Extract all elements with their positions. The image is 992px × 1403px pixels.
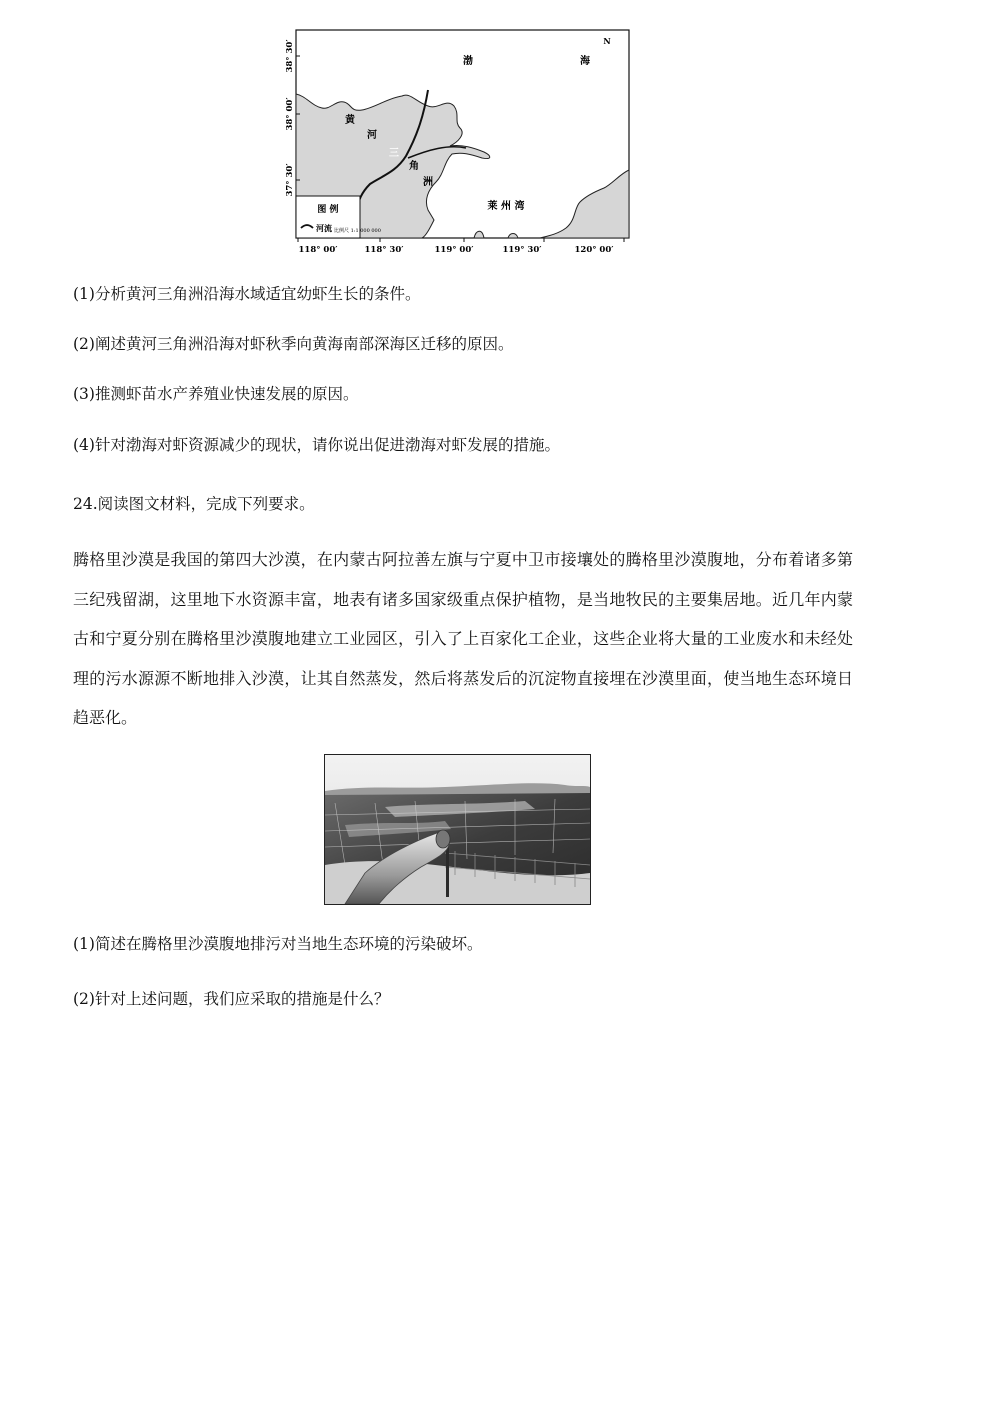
- lat-label-1: 38° 30′: [285, 39, 295, 73]
- lon-label-1: 118° 00′: [298, 245, 338, 255]
- delta-char-4: 角: [409, 161, 419, 172]
- lon-label-5: 120° 00′: [574, 245, 614, 255]
- delta-char-2: 河: [367, 130, 377, 141]
- bay-label: 莱 州 湾: [487, 201, 525, 212]
- map-scale: 比例尺 1:1 000 000: [334, 228, 381, 234]
- question-23-2: (2)阐述黄河三角洲沿海对虾秋季向黄海南部深海区迁移的原因。: [73, 335, 514, 353]
- question-23-4: (4)针对渤海对虾资源减少的现状，请你说出促进渤海对虾发展的措施。: [73, 436, 560, 454]
- question-24-2: (2)针对上述问题，我们应采取的措施是什么？: [73, 990, 390, 1008]
- lon-label-2: 118° 30′: [364, 245, 404, 255]
- sea-label-2: 海: [580, 56, 590, 67]
- desert-pollution-photo: [324, 754, 591, 905]
- north-arrow-label: N: [603, 36, 611, 46]
- lat-label-2: 38° 00′: [285, 97, 295, 131]
- legend-title: 图 例: [317, 205, 339, 215]
- delta-char-5: 洲: [423, 177, 433, 188]
- delta-char-1: 黄: [345, 115, 355, 126]
- question-24-heading: 24.阅读图文材料，完成下列要求。: [73, 495, 315, 513]
- delta-char-3: 三: [389, 148, 399, 159]
- lon-label-4: 119° 30′: [502, 245, 542, 255]
- yellow-river-delta-map: [278, 24, 638, 260]
- question-23-1: (1)分析黄河三角洲沿海水域适宜幼虾生长的条件。: [73, 285, 421, 303]
- question-24-material: 腾格里沙漠是我国的第四大沙漠，在内蒙古阿拉善左旗与宁夏中卫市接壤处的腾格里沙漠腹地，分布着诸多第三纪残留湖，这里地下水资源丰富，地表有诸多国家级重点保护植物，是当地牧民的主要集居地。近几年内蒙古和宁夏分别在腾格里沙漠腹地建立工业园区，引入了上百家化工企业，这些企业将大量的工业废水和未经处理的污水源源不断地排入沙漠，让其自然蒸发，然后将蒸发后的沉淀物直接埋在沙漠里面，使当地生态环境日趋恶化。: [73, 550, 853, 727]
- question-23-3: (3)推测虾苗水产养殖业快速发展的原因。: [73, 385, 359, 403]
- lon-label-3: 119° 00′: [434, 245, 474, 255]
- sea-label-1: 渤: [463, 56, 473, 67]
- lat-label-3: 37° 30′: [285, 163, 295, 197]
- question-24-1: (1)简述在腾格里沙漠腹地排污对当地生态环境的污染破坏。: [73, 935, 483, 953]
- legend-river-label: 河流: [316, 223, 332, 233]
